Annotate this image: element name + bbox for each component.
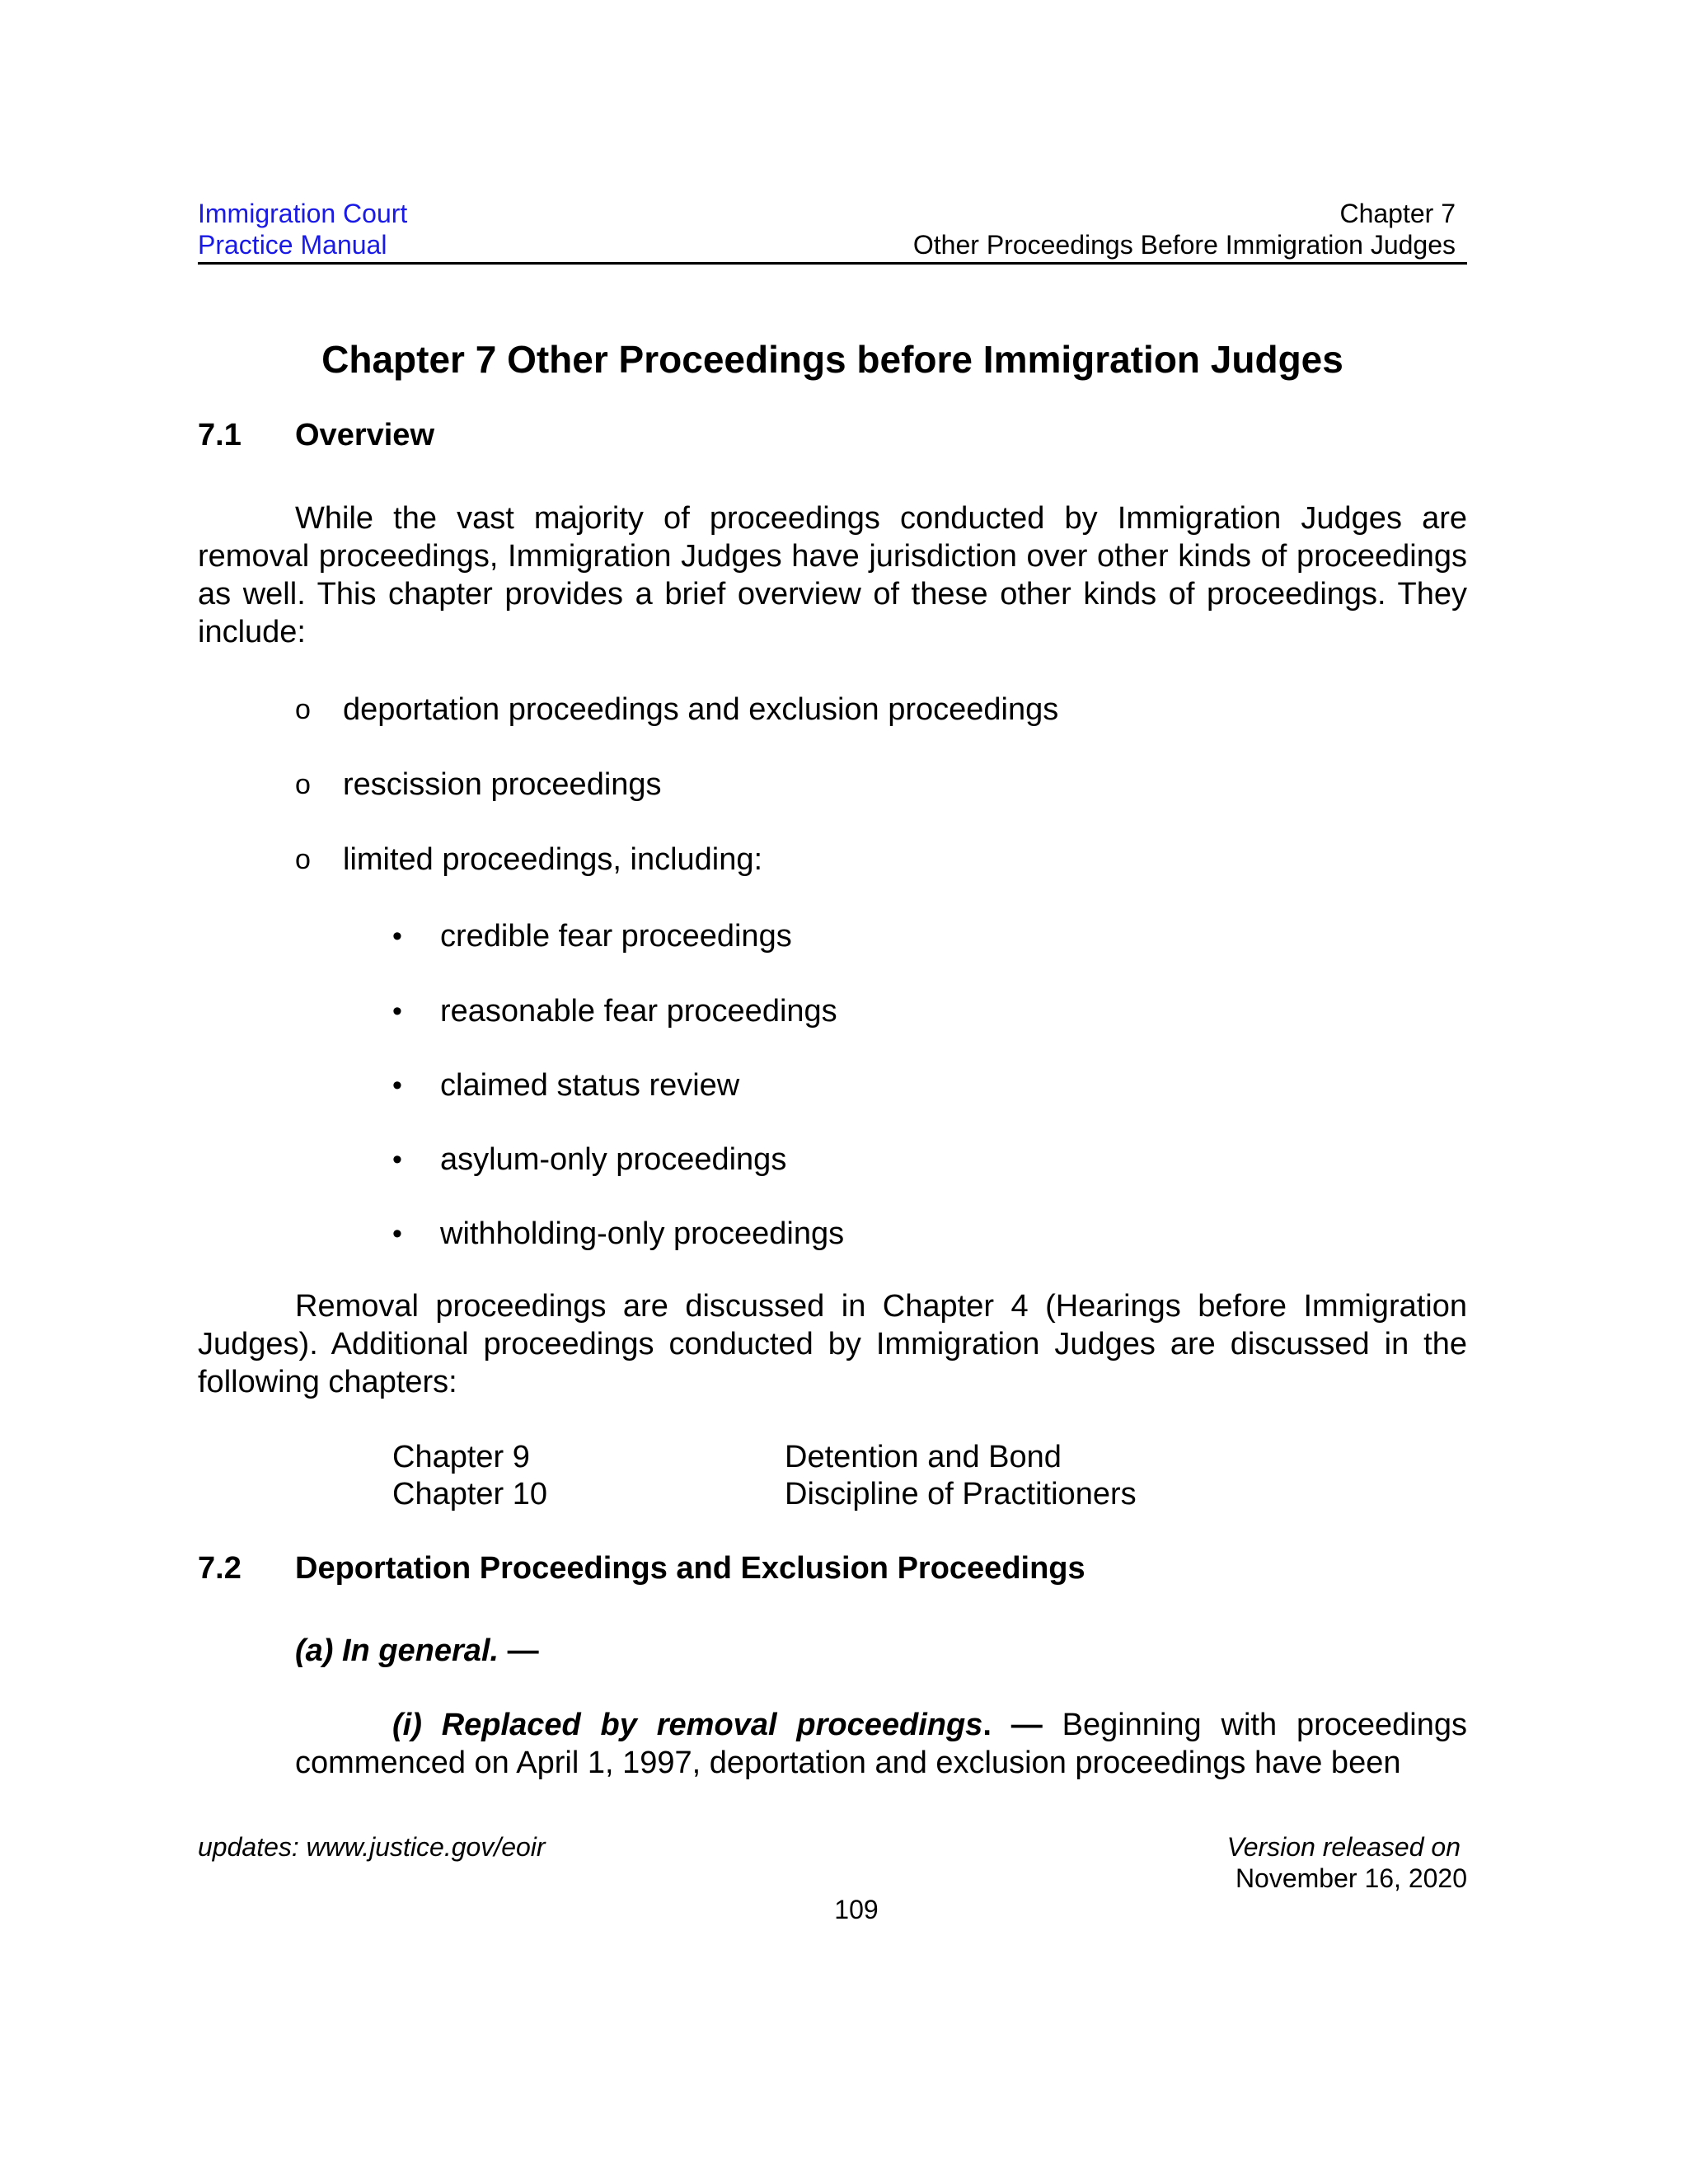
overview-intro-paragraph	[198, 499, 1467, 651]
xref-chapter: Chapter 10	[392, 1477, 548, 1511]
subsection-i-dash: . —	[982, 1708, 1043, 1742]
overview-closing-paragraph	[198, 1287, 1467, 1401]
chapter-title: Chapter 7 Other Proceedings before Immigration Judges	[321, 338, 1343, 381]
list-item-text: limited proceedings, including:	[343, 842, 763, 877]
list-item-text: rescission proceedings	[343, 767, 662, 802]
page-header	[198, 198, 1467, 265]
overview-closing-text: Removal proceedings are discussed in Chapter 4 (Hearings before Immigration Judges). Additional proceedings conducted by Immigration Judges are discussed in the following chapters:	[198, 1289, 1467, 1399]
bullet-icon: •	[392, 1218, 402, 1249]
sublist-item-text: reasonable fear proceedings	[440, 994, 837, 1029]
header-chapter-title: Other Proceedings Before Immigration Judges	[912, 230, 1456, 260]
sublist-item-text: claimed status review	[440, 1068, 740, 1103]
section-number: 7.1	[198, 418, 241, 452]
list-item-text: deportation proceedings and exclusion proceedings	[343, 692, 1059, 727]
bullet-icon: •	[392, 1070, 402, 1101]
circle-bullet-icon: o	[295, 844, 311, 875]
bullet-icon: •	[392, 921, 402, 952]
sublist-item-text: asylum-only proceedings	[440, 1142, 787, 1177]
header-chapter-number: Chapter 7	[1339, 199, 1456, 228]
section-title: Deportation Proceedings and Exclusion Proceedings	[295, 1551, 1085, 1586]
bullet-icon: •	[392, 1144, 402, 1175]
xref-topic: Discipline of Practitioners	[785, 1477, 1137, 1511]
footer-version-label: Version released on	[1226, 1832, 1461, 1862]
sublist-item-text: withholding-only proceedings	[440, 1216, 845, 1251]
xref-topic: Detention and Bond	[785, 1440, 1062, 1474]
header-left	[198, 198, 407, 260]
subsection-i-label: (i) Replaced by removal proceedings	[392, 1708, 983, 1742]
footer-version	[1227, 1831, 1467, 1894]
circle-bullet-icon: o	[295, 769, 311, 800]
section-number: 7.2	[198, 1551, 241, 1586]
circle-bullet-icon: o	[295, 694, 311, 725]
section-7-1-heading	[198, 416, 434, 454]
section-title: Overview	[295, 418, 434, 452]
xref-chapter: Chapter 9	[392, 1440, 530, 1474]
header-right	[913, 198, 1456, 260]
bullet-icon: •	[392, 996, 402, 1027]
subsection-a-label: (a) In general.	[295, 1633, 499, 1668]
subsection-i-text: Beginning with proceedings commenced on April 1, 1997, deportation and exclusion proceedings have been	[295, 1708, 1467, 1780]
footer-updates-link: updates: www.justice.gov/eoir	[198, 1832, 546, 1862]
subsection-a-dash: —	[499, 1633, 539, 1668]
header-manual-title-line1: Immigration Court	[198, 199, 408, 228]
section-7-2-heading	[198, 1549, 1085, 1587]
header-manual-title-line2: Practice Manual	[198, 230, 387, 260]
subsection-a-heading	[295, 1632, 539, 1670]
overview-intro-text: While the vast majority of proceedings conducted by Immigration Judges are removal proceedings, Immigration Judges have jurisdiction over other kinds of proceedings as well. This chapter provides a brief overview of these other kinds of proceedings. They include:	[198, 501, 1467, 649]
footer-version-date: November 16, 2020	[1235, 1863, 1467, 1893]
page-number: 109	[834, 1895, 879, 1924]
sublist-item-text: credible fear proceedings	[440, 919, 792, 954]
subsection-i-paragraph	[295, 1706, 1467, 1782]
